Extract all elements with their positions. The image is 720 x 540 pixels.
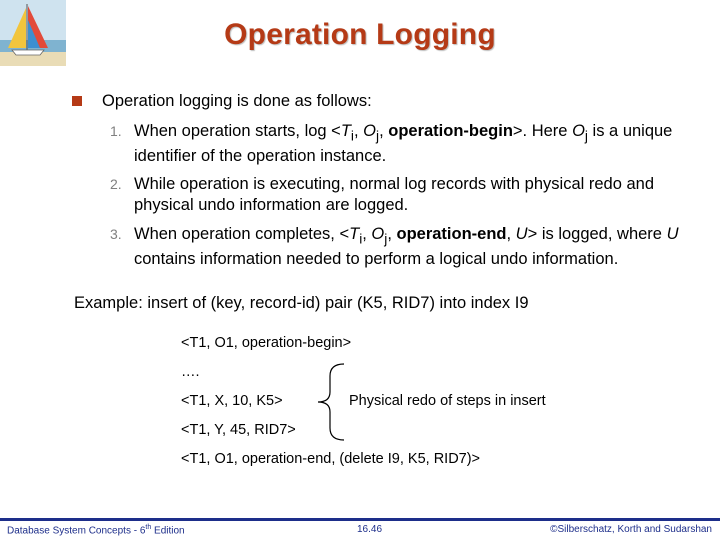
log-record-x: <T1, X, 10, K5> xyxy=(181,393,283,409)
footer-copyright: ©Silberschatz, Korth and Sudarshan xyxy=(550,524,712,535)
footer-divider xyxy=(0,518,720,521)
log-record-y: <T1, Y, 45, RID7> xyxy=(181,422,296,438)
curly-brace-icon xyxy=(312,362,352,442)
brace-label: Physical redo of steps in insert xyxy=(349,393,546,409)
log-record-begin: <T1, O1, operation-begin> xyxy=(181,335,352,351)
item-text: When operation starts, $\log <T_i$, $O_j$, operation-begin>. Here $O_j$ is a unique identifier of the operation instance. xyxy=(134,122,673,166)
log-record-end: <T1, O1, operation-end, (delete I9, K5, RID7)> xyxy=(181,451,481,467)
intro-text: Operation logging is done as follows: xyxy=(102,92,372,110)
example-text: Example: insert of (key, record-id) pair (K5, RID7) into index I9 xyxy=(74,294,529,312)
item-number: 2. xyxy=(110,176,122,192)
item-text: When operation completes, $<T_i$, $O_j$, operation-end, U> is logged, where U contains information needed to perform a logical undo information. xyxy=(134,225,679,269)
footer-left: Database System Concepts - 6th Edition xyxy=(7,524,185,537)
square-bullet-icon xyxy=(72,96,82,106)
item-number: 3. xyxy=(110,226,122,242)
slide-title: Operation Logging xyxy=(224,18,496,51)
log-record-ellipsis: …. xyxy=(181,364,200,380)
item-number: 1. xyxy=(110,123,122,139)
footer-page-number: 16.46 xyxy=(357,524,383,535)
item-text: While operation is executing, normal log records with physical redo and physical undo information are logged. xyxy=(134,175,655,214)
